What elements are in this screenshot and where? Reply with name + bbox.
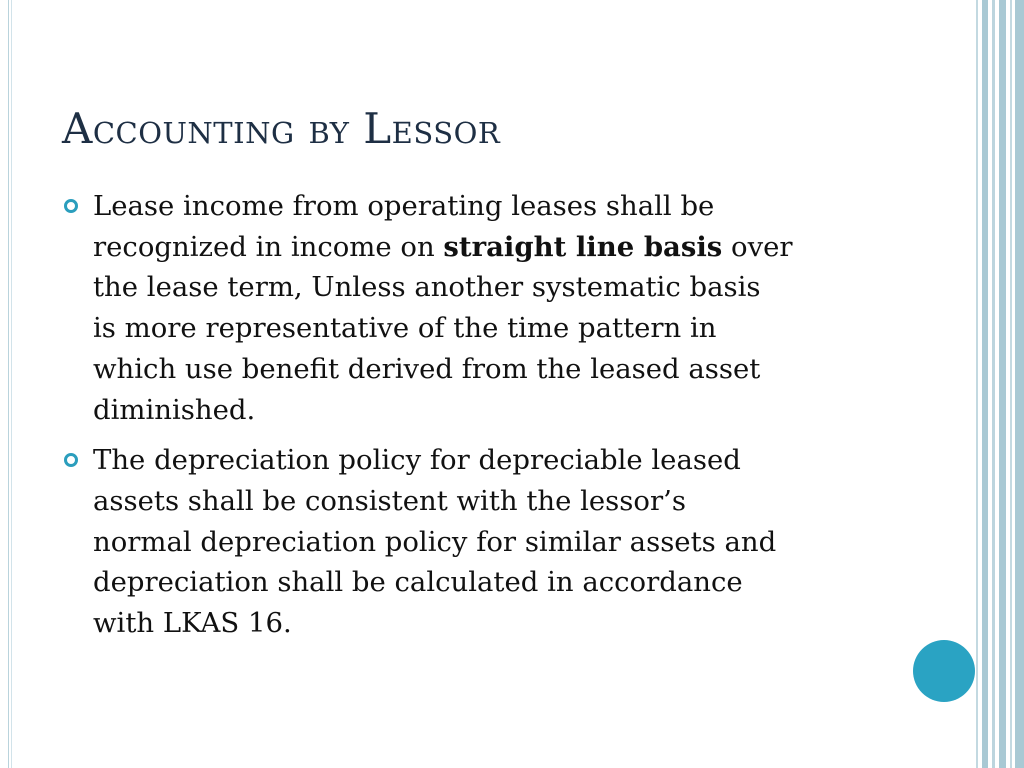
right-decorative-stripe <box>999 0 1006 768</box>
ring-bullet-icon <box>64 199 78 213</box>
bullet-line: with LKAS 16. <box>93 607 292 640</box>
bullet-item <box>62 440 882 644</box>
bullet-text: recognized in income on <box>93 230 444 263</box>
left-frame-line <box>11 0 12 768</box>
bullet-line: the lease term, Unless another systematic basis <box>93 271 761 304</box>
bullet-line: which use benefit derived from the leased asset <box>93 352 761 385</box>
emphasis-text: straight line basis <box>443 230 723 263</box>
bullet-line: normal depreciation policy for similar assets and <box>93 525 777 558</box>
bullet-list <box>62 186 882 654</box>
bullet-line: The depreciation policy for depreciable leased <box>93 444 741 477</box>
right-decorative-stripe <box>1015 0 1024 768</box>
right-decorative-stripe <box>992 0 995 768</box>
left-frame-line <box>8 0 9 768</box>
bullet-item <box>62 186 882 430</box>
right-decorative-stripe <box>982 0 988 768</box>
bullet-text: over <box>722 230 793 263</box>
right-decorative-stripe <box>976 0 978 768</box>
ring-bullet-icon <box>64 453 78 467</box>
decorative-circle <box>913 640 975 702</box>
bullet-line: depreciation shall be calculated in accordance <box>93 566 743 599</box>
slide-title: Accounting by Lessor <box>62 104 501 153</box>
bullet-line <box>93 227 882 268</box>
bullet-line: Lease income from operating leases shall be <box>93 190 715 222</box>
right-decorative-stripe <box>1010 0 1012 768</box>
bullet-line: diminished. <box>93 393 256 426</box>
bullet-line: is more representative of the time pattern in <box>93 312 717 345</box>
bullet-line: assets shall be consistent with the lessor’s <box>93 484 686 517</box>
